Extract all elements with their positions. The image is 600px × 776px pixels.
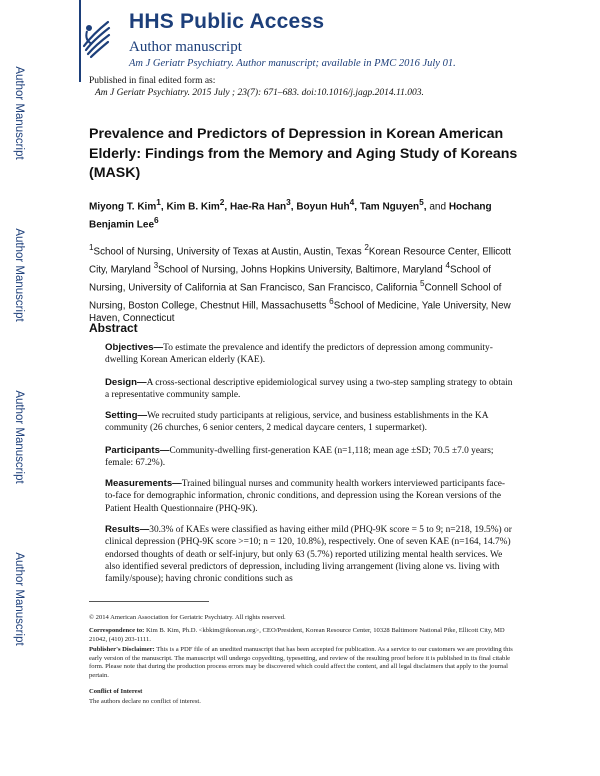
author-sup: 3	[286, 197, 291, 207]
correspondence-note: Correspondence to: Kim B. Kim, Ph.D. <kbkim@ikorean.org>, CEO/President, Korean Resource Center, 10328 Baltimore National Pike, Ellicott City, MD 21042, (410) 203-1111.	[89, 627, 505, 643]
author-name: Boyun Huh	[296, 201, 350, 213]
publication-line-1: Published in final edited form as:	[89, 76, 216, 86]
author-name: Miyong T. Kim	[89, 201, 157, 213]
side-label-1: Author Manuscript	[13, 66, 25, 160]
author-list: Miyong T. Kim$^1$, Kim B. Kim$^2$, Hae-Ra Han$^3$, Boyun Huh$^4$, Tam Nguyen$^5$, and Hochang Benjamin Lee$^6$	[89, 197, 492, 231]
article-title: Prevalence and Predictors of Depression in Korean American Elderly: Findings from the Memory and Aging Study of Koreans (MASK)	[89, 126, 518, 181]
affiliation: School of Medicine, Yale University, New Haven, Connecticut	[89, 299, 511, 325]
hhs-title: HHS Public Access	[129, 10, 325, 33]
affiliation: Korean Resource Center, Ellicott City, Maryland	[89, 246, 512, 276]
journal-availability: Am J Geriatr Psychiatry. Author manuscript; available in PMC 2016 July 01.	[129, 58, 456, 69]
conflict-text: The authors declare no conflict of interest.	[89, 698, 201, 705]
abstract-results: Results—30.3% of KAEs were classified as having either mild (PHQ-9K score = 5 to 9; n=218, 19.5%) or clinical depression (PHQ-9K score >=10; n = 120, 10.8%), respectively. One of seven KAE (n=164, 14.7%) endorsed thoughts of death or self-injury, but only 63 (5.7%) reported utilizing mental health services. We also identified several predictors of depression, including living arrangement (living alone vs. living with family/spouse); having chronic conditions such as	[105, 524, 512, 585]
side-label-4: Author Manuscript	[13, 552, 25, 646]
hhs-eagle-logo-icon	[80, 16, 112, 60]
copyright-note: © 2014 American Association for Geriatric Psychiatry. All rights reserved.	[89, 614, 286, 621]
affiliations: $^1$School of Nursing, University of Texas at Austin, Austin, Texas $^2$Korean Resource Center, Ellicott City, Maryland $^3$School of Nursing, Johns Hopkins University, Baltimore, Maryland $^4$School of Nursing, University of California at San Francisco, San Francisco, California $^5$Connell School of Nursing, Boston College, Chestnut Hill, Massachusetts $^6$School of Medicine, Yale University, New Haven, Connecticut	[89, 243, 512, 325]
author-name: Kim B. Kim	[166, 201, 220, 213]
affiliation: School of Nursing, University of California at San Francisco, San Francisco, California	[89, 264, 491, 293]
abstract-design: Design—A cross-sectional descriptive epidemiological survey using a two-step sampling strategy to obtain a representative community sample.	[105, 377, 513, 401]
author-sup: 6	[154, 214, 159, 225]
abstract-participants: Participants—Community-dwelling first-generation KAE (n=1,118; mean age ±SD; 70.5 ±7.0 years; female: 67.2%).	[105, 445, 494, 469]
author-name: Tam Nguyen	[359, 201, 420, 213]
abstract-objectives: Objectives—To estimate the prevalence and identify the predictors of depression among community-dwelling Korean American elderly (KAE).	[105, 342, 493, 366]
author-sup: 5	[419, 197, 424, 207]
author-name: Hae-Ra Han	[229, 201, 287, 213]
publication-line-2: Am J Geriatr Psychiatry. 2015 July ; 23(7): 671–683. doi:10.1016/j.jagp.2014.11.003.	[95, 88, 424, 98]
conflict-heading: Conflict of Interest	[89, 688, 143, 695]
publication-info	[89, 75, 424, 99]
author-sup: 4	[349, 197, 355, 207]
affiliation: Connell School of Nursing, Boston College, Chestnut Hill, Massachusetts	[89, 281, 502, 311]
affiliation: School of Nursing, University of Texas at Austin, Austin, Texas	[93, 246, 365, 258]
side-label-3: Author Manuscript	[13, 390, 25, 484]
affiliation: School of Nursing, Johns Hopkins University, Baltimore, Maryland	[158, 264, 446, 276]
footnote-divider	[89, 601, 209, 602]
abstract-measurements: Measurements—Trained bilingual nurses and community health workers interviewed participants face-to-face for demographic information, chronic conditions, and depression using the Korean versions of the Patient Health Questionnaire (PHQ-9K).	[105, 478, 506, 514]
publisher-disclaimer: Publisher's Disclaimer: This is a PDF file of an unedited manuscript that has been accepted for publication. As a service to our customers we are providing this early version of the manuscript. The manuscript will undergo copyediting, typesetting, and review of the resulting proof before it is published in its final citable form. Please note that during the production process errors may be discovered which could affect the content, and all legal disclaimers that apply to the journal pertain.	[89, 646, 513, 679]
side-label-2: Author Manuscript	[13, 228, 25, 322]
manuscript-subtitle: Author manuscript	[129, 39, 242, 55]
author-sup: 1	[156, 197, 161, 207]
author-sup: 2	[219, 197, 225, 207]
author-name: Hochang Benjamin Lee	[89, 201, 492, 231]
abstract-heading: Abstract	[89, 321, 138, 335]
abstract-setting: Setting—We recruited study participants at religious, service, and business establishments in the KA community (26 churches, 6 senior centers, 2 medical daycare centers, 1 supermarket).	[105, 410, 488, 434]
